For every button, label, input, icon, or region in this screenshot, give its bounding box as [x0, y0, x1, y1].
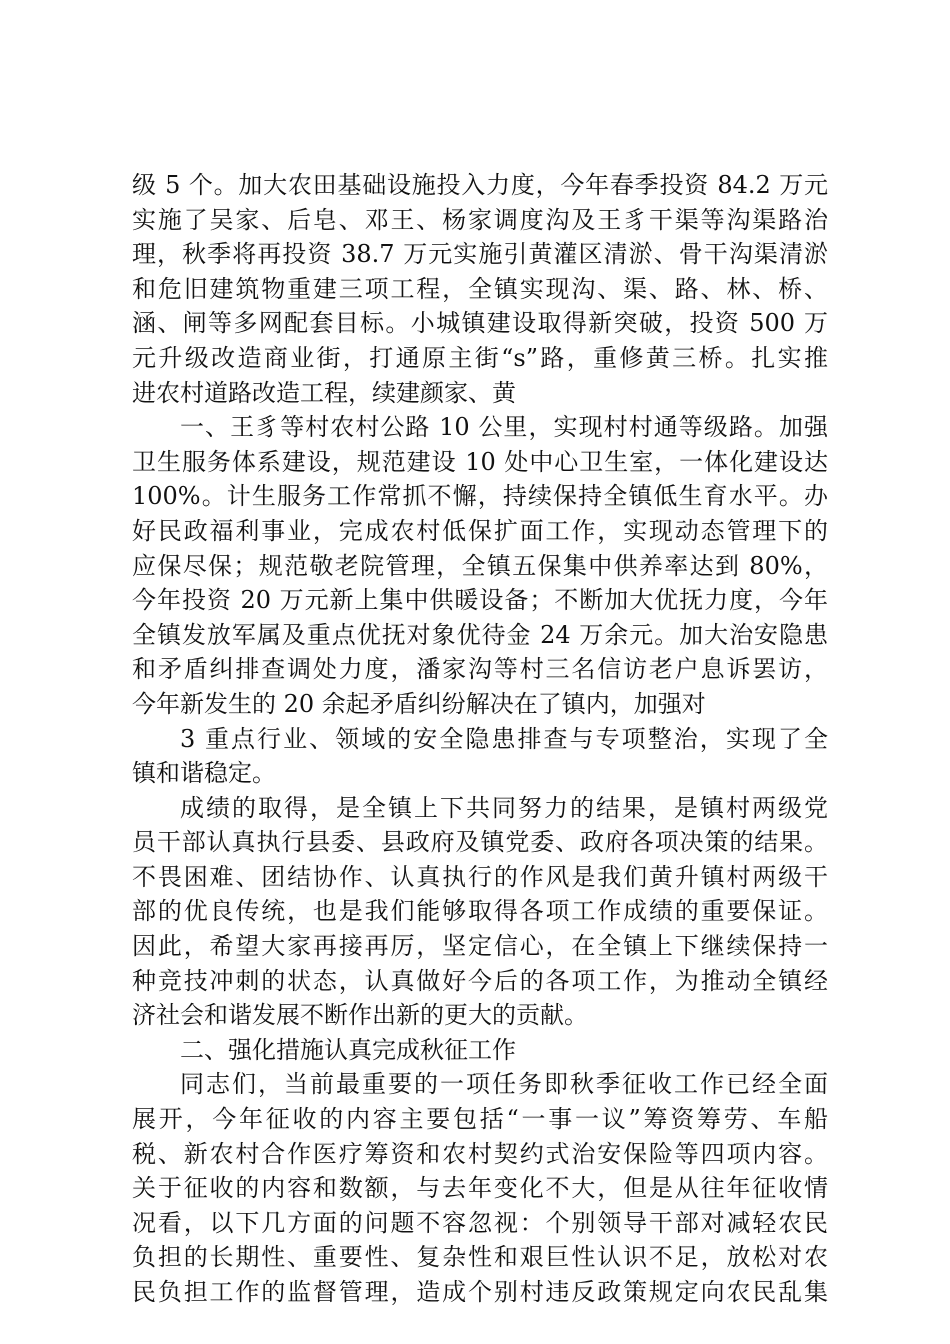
- text-line: 进农村道路改造工程，续建颜家、黄: [132, 378, 516, 407]
- text-line: 部的优良传统，也是我们能够取得各项工作成绩的重要保证。: [132, 897, 828, 926]
- text-line: 理，秋季将再投资 38.7 万元实施引黄灌区清淤、骨干沟渠清淤: [132, 240, 828, 269]
- text-line: 元升级改造商业街，打通原主街“s”路，重修黄三桥。扎实推: [132, 343, 828, 372]
- text-line: 成绩的取得，是全镇上下共同努力的结果，是镇村两级党: [180, 793, 828, 822]
- text-line: 3 重点行业、领域的安全隐患排查与专项整治，实现了全: [180, 724, 828, 753]
- text-line: 全镇发放军属及重点优抚对象优待金 24 万余元。加大治安隐患: [132, 620, 828, 649]
- section-heading: 二、强化措施认真完成秋征工作: [180, 1035, 516, 1064]
- text-line: 应保尽保；规范敬老院管理，全镇五保集中供养率达到 80%，: [132, 551, 828, 580]
- text-line: 展开，今年征收的内容主要包括“一事一议”筹资筹劳、车船: [132, 1105, 828, 1134]
- text-line: 同志们，当前最重要的一项任务即秋季征收工作已经全面: [180, 1070, 828, 1099]
- text-line: 级 5 个。加大农田基础设施投入力度，今年春季投资 84.2 万元: [132, 171, 828, 199]
- text-line: 今年新发生的 20 余起矛盾纠纷解决在了镇内，加强对: [132, 689, 706, 718]
- text-line: 种竞技冲刺的状态，认真做好今后的各项工作，为推动全镇经: [132, 966, 828, 995]
- text-line: 不畏困难、团结协作、认真执行的作风是我们黄升镇村两级干: [132, 862, 828, 891]
- text-line: 今年投资 20 万元新上集中供暖设备；不断加大优抚力度，今年: [132, 586, 828, 615]
- text-line: 负担的长期性、重要性、复杂性和艰巨性认识不足，放松对农: [132, 1243, 828, 1272]
- text-line: 涵、闸等多网配套目标。小城镇建设取得新突破，投资 500 万: [132, 309, 828, 338]
- text-line: 和危旧建筑物重建三项工程，全镇实现沟、渠、路、林、桥、: [132, 274, 828, 303]
- document-body: [132, 168, 828, 1310]
- text-line: 因此，希望大家再接再厉，坚定信心，在全镇上下继续保持一: [132, 932, 828, 961]
- text-line: 镇和谐稳定。: [132, 759, 276, 788]
- text-line: 况看，以下几方面的问题不容忽视：个别领导干部对减轻农民: [132, 1208, 828, 1237]
- text-line: 税、新农村合作医疗筹资和农村契约式治安保险等四项内容。: [132, 1139, 828, 1168]
- text-line: 关于征收的内容和数额，与去年变化不大，但是从往年征收情: [132, 1174, 828, 1203]
- text-line: 民负担工作的监督管理，造成个别村违反政策规定向农民乱集: [132, 1278, 828, 1306]
- text-line: 一、王豸等村农村公路 10 公里，实现村村通等级路。加强: [180, 413, 828, 442]
- text-line: 100%。计生服务工作常抓不懈，持续保持全镇低生育水平。办: [132, 482, 828, 511]
- text-line: 实施了吴家、后皂、邓王、杨家调度沟及王豸干渠等沟渠路治: [132, 205, 828, 234]
- text-line: 和矛盾纠排查调处力度，潘家沟等村三名信访老户息诉罢访，: [132, 655, 828, 684]
- text-line: 员干部认真执行县委、县政府及镇党委、政府各项决策的结果。: [132, 828, 828, 857]
- text-line: 济社会和谐发展不断作出新的更大的贡献。: [132, 1001, 588, 1030]
- text-line: 好民政福利事业，完成农村低保扩面工作，实现动态管理下的: [132, 516, 828, 545]
- text-line: 卫生服务体系建设，规范建设 10 处中心卫生室，一体化建设达: [132, 447, 828, 476]
